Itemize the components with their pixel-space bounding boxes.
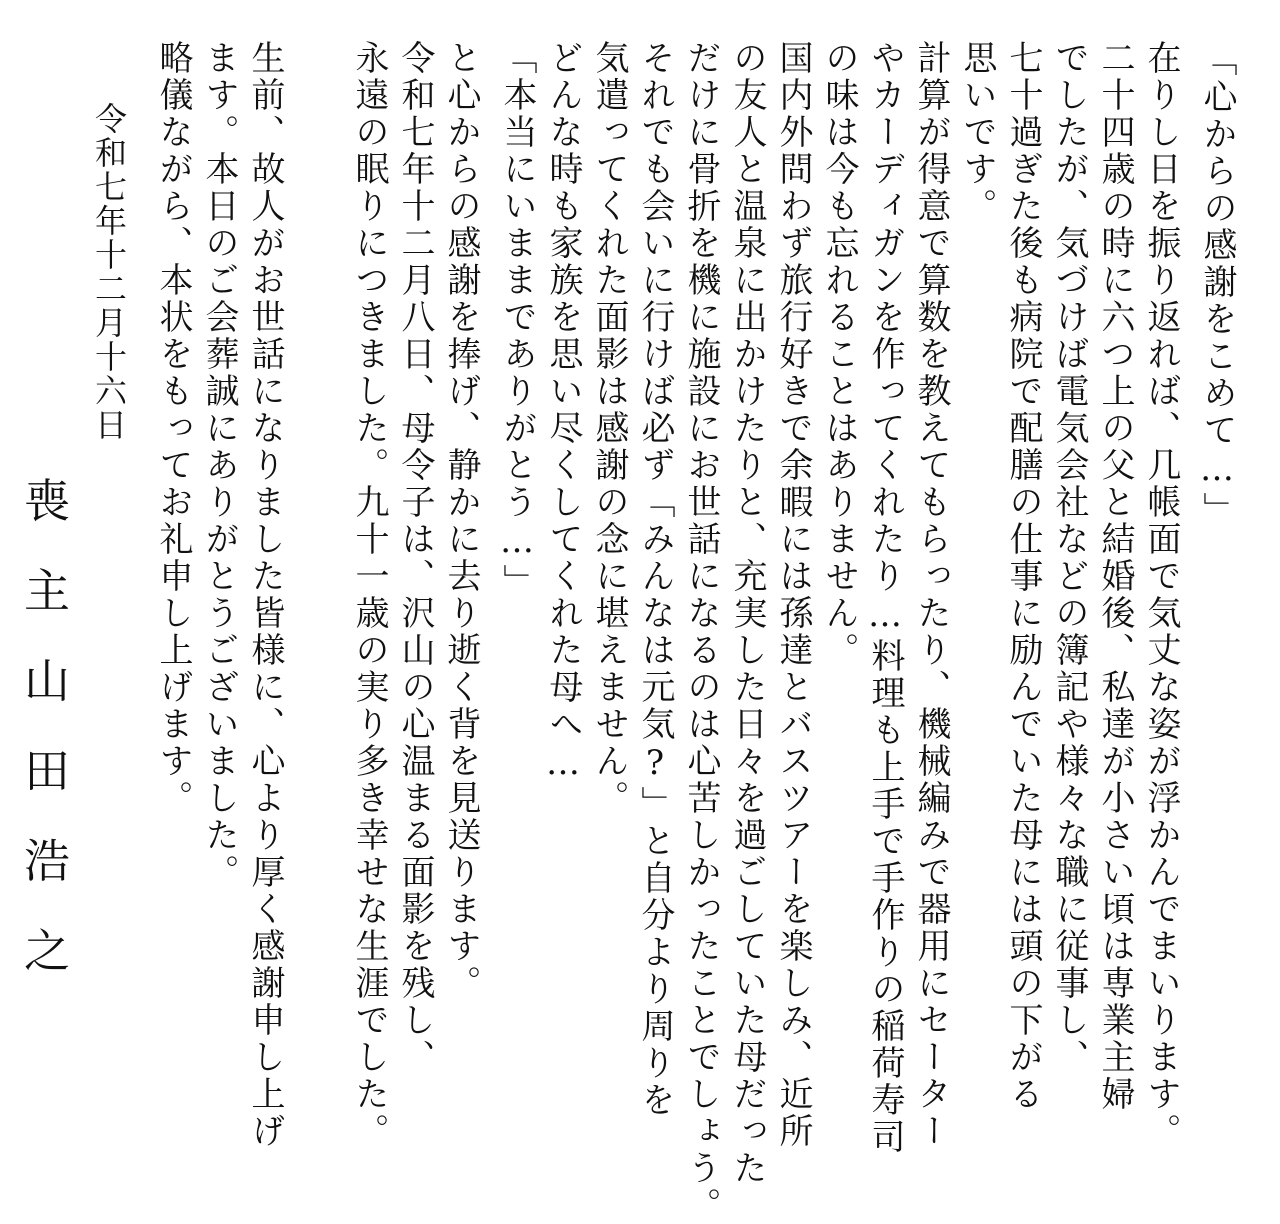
- letter-line: やカーディガンを作ってくれたり…料理も上手で手作りの稲荷寿司: [865, 40, 905, 1156]
- letter-date: 令和七年十二月十六日: [90, 102, 128, 442]
- letter-line: の友人と温泉に出かけたりと、充実した日々を過ごしていた母だった: [727, 40, 767, 1187]
- signer-char: 主: [24, 564, 70, 618]
- signer-char: 喪: [24, 474, 70, 528]
- letter-line: 気遣ってくれた面影は感謝の念に堪えません。: [589, 40, 629, 817]
- letter-line: ます。本日のご会葬誠にありがとうございました。: [199, 40, 239, 891]
- letter-line: でしたが、気づけば電気会社などの簿記や様々な職に従事し、: [1049, 40, 1089, 1076]
- signer-char: 山: [24, 654, 70, 708]
- letter-line: 略儀ながら、本状をもってお礼申し上げます。: [153, 40, 193, 817]
- letter-line: それでも会いに行けば必ず「みんなは元気?」と自分より周りを: [635, 40, 675, 1119]
- signer-char: 之: [24, 924, 70, 978]
- letter-line: 令和七年十二月八日、母令子は、沢山の心温まる面影を残し、: [395, 40, 435, 1076]
- letter-line: 七十過ぎた後も病院で配膳の仕事に励んでいた母には頭の下がる: [1003, 40, 1043, 1113]
- letter-line: 計算が得意で算数を教えてもらったり、機械編みで器用にセーター: [911, 40, 951, 1150]
- letter-line: 思いです。: [957, 40, 997, 225]
- chief-mourner-signature: [20, 474, 74, 1018]
- signer-char: 田: [24, 744, 70, 798]
- letter-line: と心からの感謝を捧げ、静かに去り逝く背を見送ります。: [441, 40, 481, 1002]
- letter-title: 「心からの感謝をこめて…」: [1197, 42, 1237, 529]
- letter-line: 「本当にいままでありがとう…」: [497, 40, 537, 601]
- letter-line: 生前、故人がお世話になりました皆様に、心より厚く感謝申し上げ: [245, 40, 285, 1150]
- letter-line: の味は今も忘れることはありません。: [819, 40, 859, 669]
- letter-line: 永遠の眠りにつきました。九十一歳の実り多き幸せな生涯でした。: [349, 40, 389, 1150]
- letter-line: 国内外問わず旅行好きで余暇には孫達とバスツアーを楽しみ、近所: [773, 40, 813, 1150]
- letter-line: どんな時も家族を思い尽くしてくれた母へ…: [543, 40, 583, 786]
- letter-line: だけに骨折を機に施設にお世話になるのは心苦しかったことでしょう。: [681, 40, 721, 1224]
- letter-line: 在りし日を振り返れば、几帳面で気丈な姿が浮かんでまいります。: [1141, 40, 1181, 1150]
- signer-char: 浩: [24, 834, 70, 888]
- letter-line: 二十四歳の時に六つ上の父と結婚後、私達が小さい頃は専業主婦: [1095, 40, 1135, 1113]
